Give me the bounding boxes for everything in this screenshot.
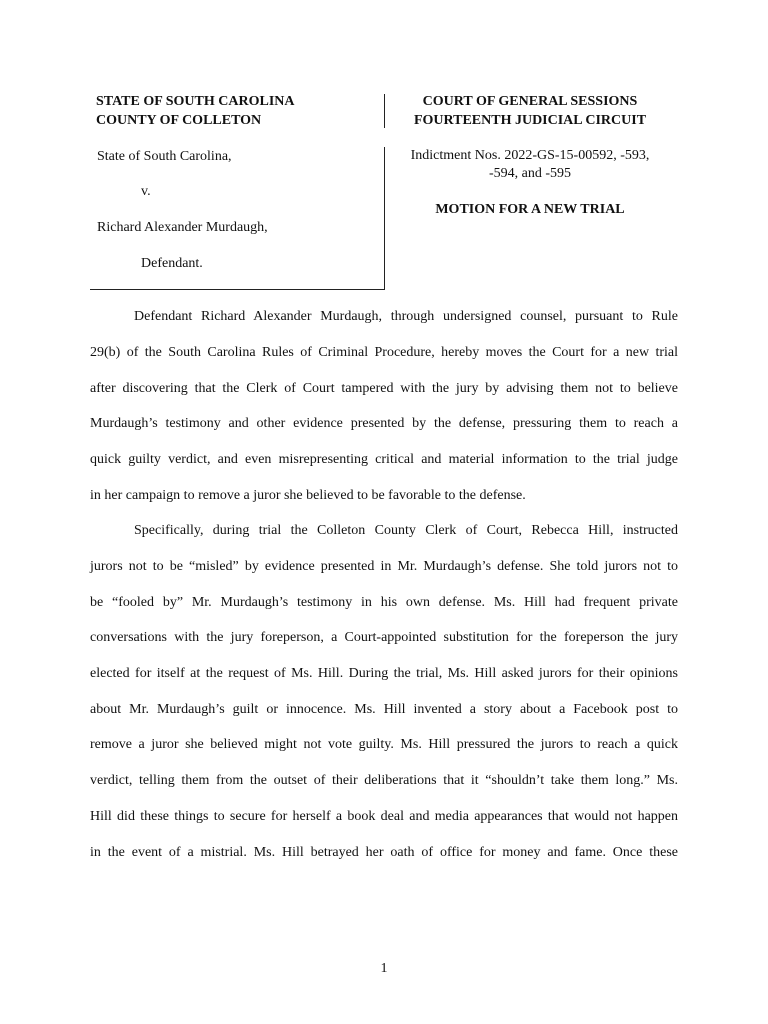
state-heading: STATE OF SOUTH CAROLINA (96, 94, 295, 109)
body-line: after discovering that the Clerk of Court tampered with the jury by advising them not to believe (90, 381, 678, 396)
caption-divider-horizontal (90, 289, 385, 290)
body-line: 29(b) of the South Carolina Rules of Criminal Procedure, hereby moves the Court for a new trial (90, 345, 678, 360)
body-line: about Mr. Murdaugh’s guilt or innocence. Ms. Hill invented a story about a Facebook post to (90, 702, 678, 717)
court-heading: COURT OF GENERAL SESSIONS (422, 94, 638, 109)
body-line: in her campaign to remove a juror she believed to be favorable to the defense. (90, 488, 526, 503)
body-line: remove a juror she believed might not vote guilty. Ms. Hill pressured the jurors to reach a quick (90, 737, 678, 752)
body-line: quick guilty verdict, and even misrepresenting critical and material information to the trial judge (90, 452, 678, 467)
caption-defendant-name: Richard Alexander Murdaugh, (97, 220, 268, 235)
case-header-right (392, 93, 668, 130)
body-line: elected for itself at the request of Ms. Hill. During the trial, Ms. Hill asked jurors for their opinions (90, 666, 678, 681)
page-number: 1 (380, 961, 388, 976)
indictment-numbers (392, 147, 668, 182)
caption-divider-vertical (384, 147, 385, 290)
body-line: conversations with the jury foreperson, a Court-appointed substitution for the foreperson the jury (90, 630, 678, 645)
county-heading: COUNTY OF COLLETON (96, 112, 262, 128)
body-line: in the event of a mistrial. Ms. Hill betrayed her oath of office for money and fame. Once these (90, 845, 678, 860)
body-line: Hill did these things to secure for herself a book deal and media appearances that would not happen (90, 809, 678, 824)
body-line: Murdaugh’s testimony and other evidence presented by the defense, pressuring them to reach a (90, 416, 678, 431)
body-line: Specifically, during trial the Colleton County Clerk of Court, Rebecca Hill, instructed (134, 523, 678, 538)
body-line: be “fooled by” Mr. Murdaugh’s testimony in his own defense. Ms. Hill had frequent private (90, 595, 678, 610)
caption-defendant-label: Defendant. (141, 256, 203, 271)
case-header-left (96, 93, 295, 130)
indictment-line: Indictment Nos. 2022-GS-15-00592, -593, (410, 148, 650, 163)
circuit-heading: FOURTEENTH JUDICIAL CIRCUIT (413, 112, 647, 128)
motion-title: MOTION FOR A NEW TRIAL (435, 202, 625, 217)
header-divider (384, 94, 385, 128)
caption-plaintiff: State of South Carolina, (97, 149, 232, 164)
indictment-line: -594, and -595 (488, 165, 572, 181)
caption-versus: v. (141, 184, 151, 199)
body-line: jurors not to be “misled” by evidence presented in Mr. Murdaugh’s defense. She told jurors not to (90, 559, 678, 574)
body-line: Defendant Richard Alexander Murdaugh, through undersigned counsel, pursuant to Rule (134, 309, 678, 324)
body-line: verdict, telling them from the outset of their deliberations that it “shouldn’t take them long.” Ms. (90, 773, 678, 788)
